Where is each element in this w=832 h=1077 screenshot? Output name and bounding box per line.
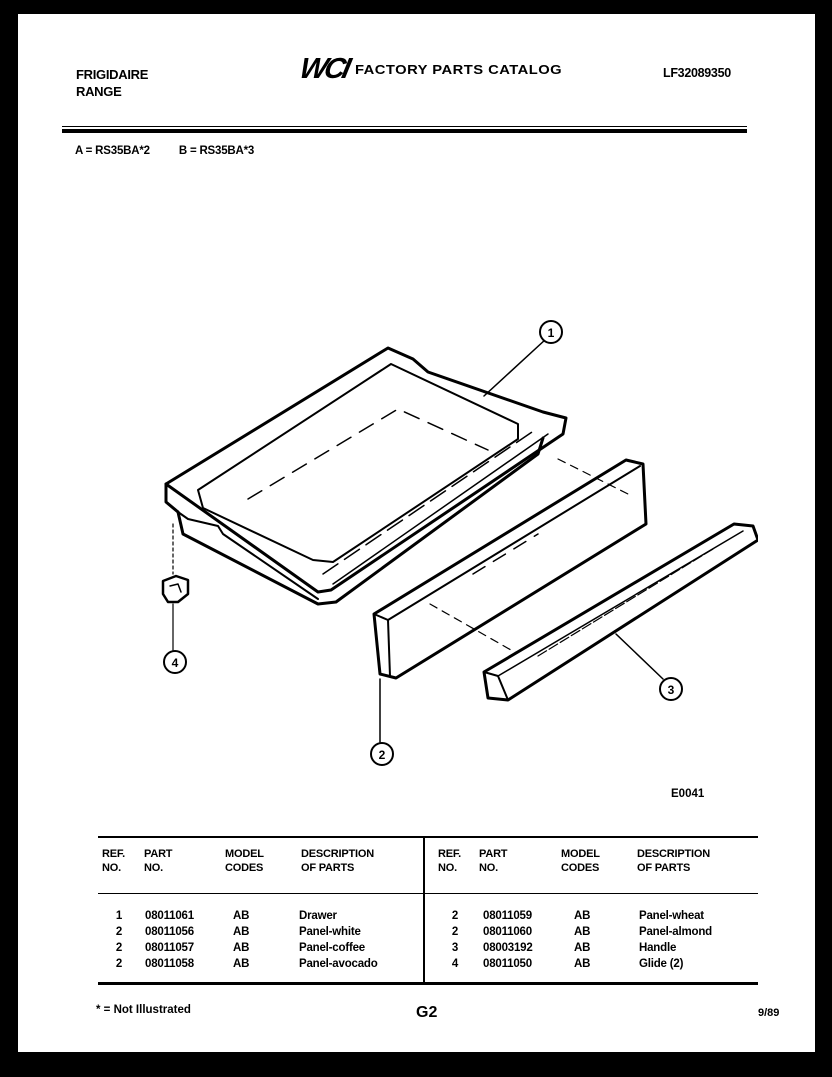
catalog-number: LF32089350 bbox=[663, 66, 731, 80]
table-bottom-rule bbox=[98, 982, 758, 985]
table-row: 2 08011058 AB Panel-avocado bbox=[115, 958, 378, 970]
brand-name: FRIGIDAIRE bbox=[76, 67, 149, 82]
figure-code: E0041 bbox=[671, 788, 705, 800]
header-ref-no: REF. NO. bbox=[102, 848, 126, 874]
header-part-no-right: PART NO. bbox=[479, 848, 508, 874]
footnote: * = Not Illustrated bbox=[96, 1004, 191, 1016]
table-row: 2 08011056 AB Panel-white bbox=[115, 926, 361, 938]
model-code-a: A = RS35BA*2 bbox=[75, 145, 150, 157]
page-id: G2 bbox=[416, 1004, 438, 1021]
model-code-b: B = RS35BA*3 bbox=[178, 145, 255, 157]
header-ref-no-right: REF. NO. bbox=[438, 848, 462, 874]
table-row: 2 08011060 AB Panel-almond bbox=[451, 926, 713, 938]
header-rule bbox=[62, 129, 747, 133]
header-model-codes-right: MODEL CODES bbox=[561, 848, 600, 874]
table-row: 1 08011061 AB Drawer bbox=[115, 910, 337, 922]
catalog-page bbox=[18, 14, 815, 1052]
table-column-divider bbox=[423, 836, 425, 984]
header-rule-thin bbox=[62, 126, 747, 127]
table-row: 3 08003192 AB Handle bbox=[451, 942, 677, 954]
brand-block bbox=[76, 66, 148, 100]
header-model-codes: MODEL CODES bbox=[225, 848, 264, 874]
table-top-rule bbox=[98, 836, 758, 838]
header-description: DESCRIPTION OF PARTS bbox=[301, 848, 374, 874]
header-part-no: PART NO. bbox=[144, 848, 173, 874]
model-legend bbox=[75, 145, 280, 157]
catalog-logo bbox=[296, 53, 563, 85]
callout-4: 4 bbox=[171, 656, 179, 670]
callout-1: 1 bbox=[547, 326, 555, 340]
panel-illustration bbox=[374, 460, 646, 678]
table-row: 2 08011057 AB Panel-coffee bbox=[115, 942, 365, 954]
callout-3: 3 bbox=[667, 683, 675, 697]
product-type: RANGE bbox=[76, 84, 122, 99]
table-row: 2 08011059 AB Panel-wheat bbox=[451, 910, 704, 922]
exploded-parts-diagram bbox=[118, 294, 758, 774]
parts-list-right bbox=[442, 908, 762, 972]
parts-list-left bbox=[106, 908, 416, 972]
header-description-right: DESCRIPTION OF PARTS bbox=[637, 848, 710, 874]
wci-logo-mark: WCI bbox=[296, 53, 351, 85]
table-header-rule bbox=[98, 893, 758, 894]
table-row: 4 08011050 AB Glide (2) bbox=[451, 958, 684, 970]
glide-illustration bbox=[163, 576, 188, 602]
revision-date: 9/89 bbox=[758, 1007, 780, 1019]
catalog-title: FACTORY PARTS CATALOG bbox=[355, 62, 563, 77]
callout-2: 2 bbox=[378, 748, 386, 762]
